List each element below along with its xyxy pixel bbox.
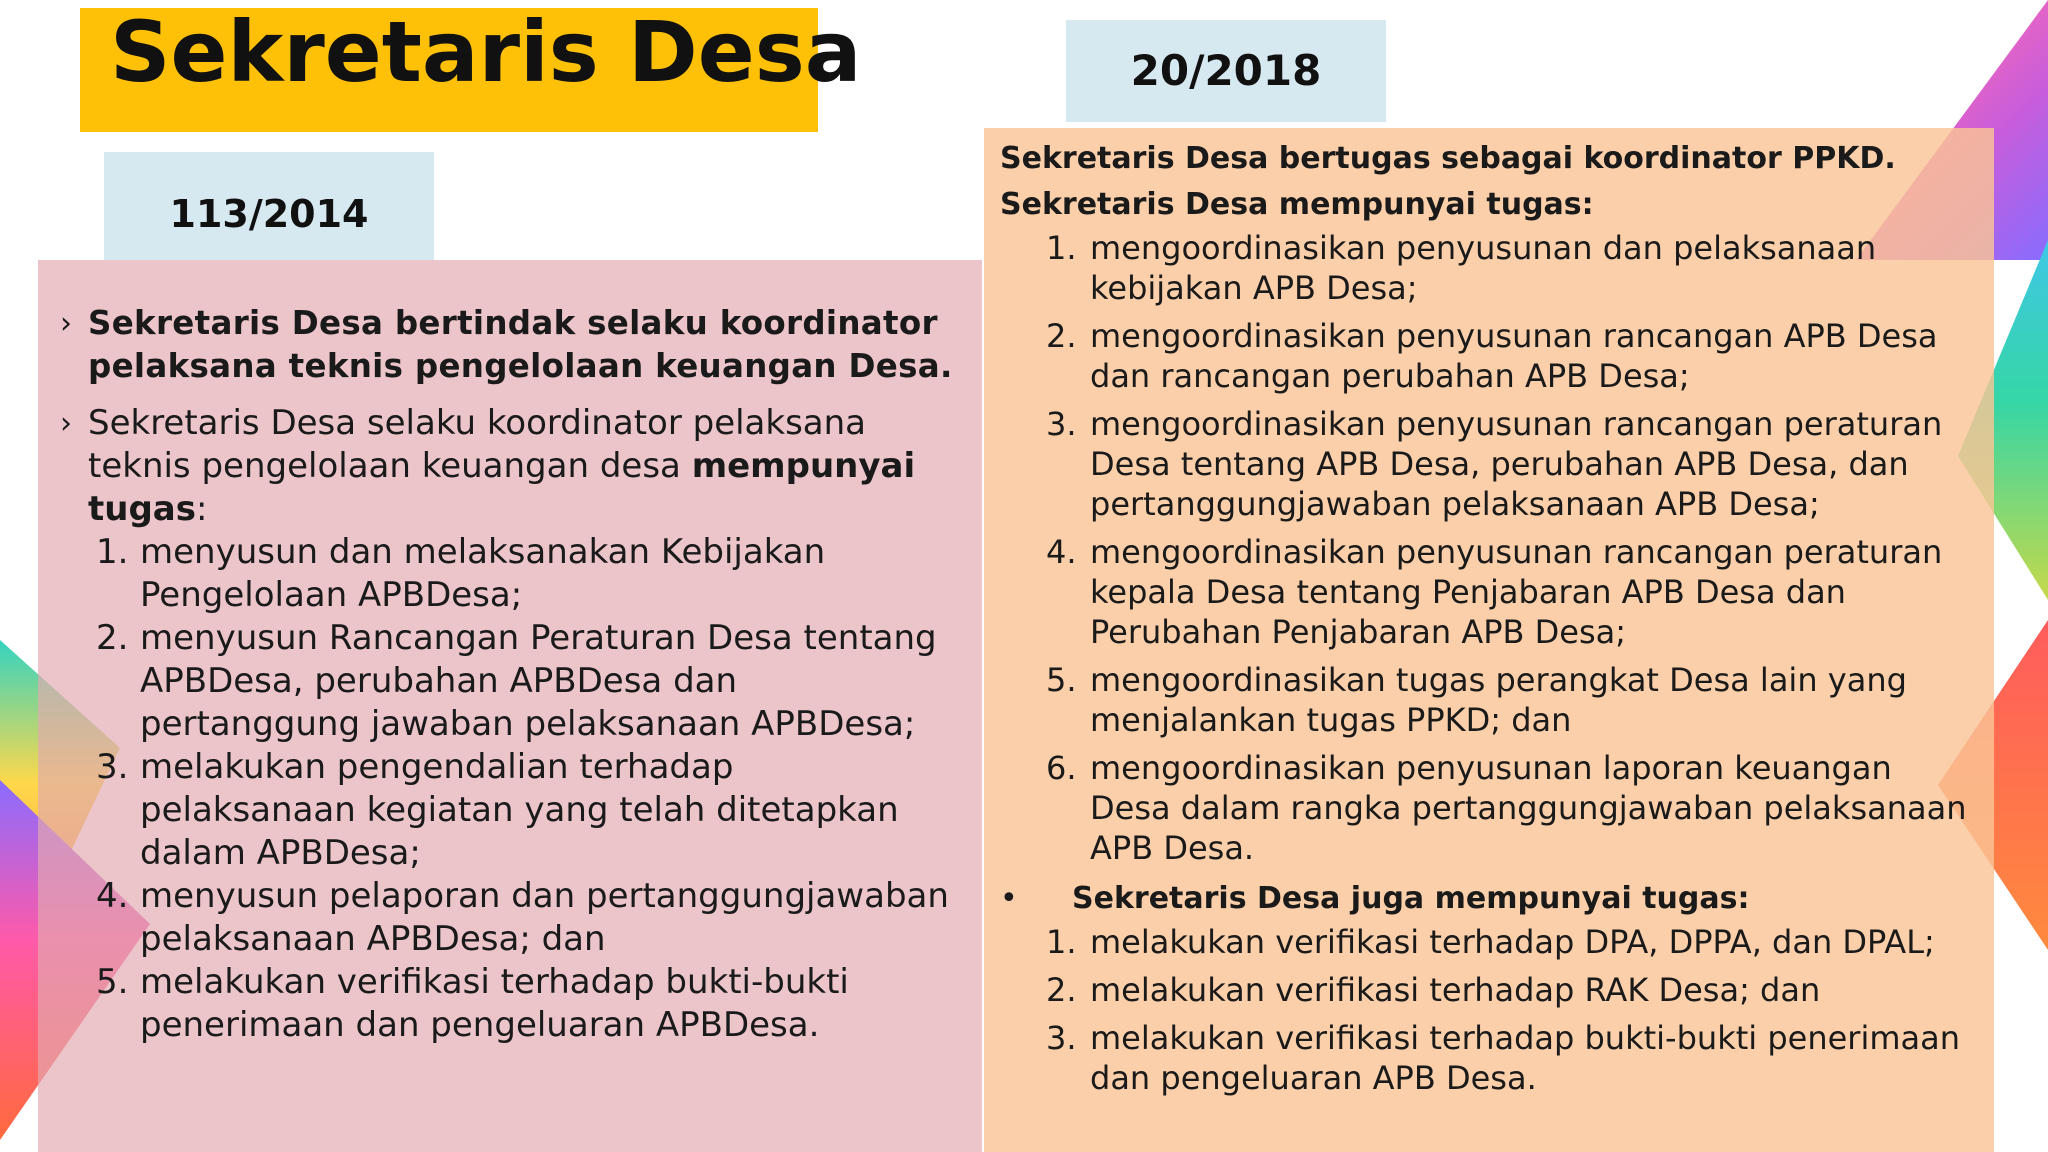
item-text: menyusun pelaporan dan pertanggungjawaban pelaksanaan APBDesa; dan [140,876,949,959]
additional-duties-list [1000,922,1974,1098]
list-item [96,617,958,746]
regulation-label-right: 20/2018 [1066,20,1386,122]
item-number: 6. [1046,749,1077,787]
item-number: 2. [1046,317,1077,355]
item-number: 2. [96,618,129,658]
item-text: melakukan verifikasi terhadap DPA, DPPA, dan DPAL; [1090,923,1935,961]
bullet-text-part: Sekretaris Desa selaku koordinator pelaksana teknis pengelolaan keuangan desa [88,403,867,486]
additional-duties-heading: Sekretaris Desa juga mempunyai tugas: [1072,881,1750,916]
item-number: 4. [96,876,129,916]
list-item [1046,532,1974,652]
list-item [1046,1018,1974,1098]
item-text: melakukan verifikasi terhadap bukti-bukti penerimaan dan pengeluaran APB Desa. [1090,1019,1961,1097]
regulation-113-2014-panel [38,260,982,1152]
duties-list [60,531,958,1047]
item-number: 4. [1046,533,1077,571]
item-number: 2. [1046,971,1077,1009]
title-banner [80,3,862,132]
item-text: mengoordinasikan tugas perangkat Desa lain yang menjalankan tugas PPKD; dan [1090,661,1907,739]
item-number: 3. [1046,1019,1077,1057]
list-item [96,531,958,617]
bullet-marker: › [60,406,72,441]
item-text: mengoordinasikan penyusunan dan pelaksanaan kebijakan APB Desa; [1090,229,1877,307]
duties-list [1000,228,1974,868]
bullet-item [1000,876,1974,922]
list-item [1046,404,1974,524]
item-text: mengoordinasikan penyusunan rancangan peraturan Desa tentang APB Desa, perubahan APB Desa, dan pertanggungjawaban pelaksanaan APB Desa; [1090,405,1943,523]
list-item [1046,922,1974,962]
bullet-text-bold: mempunyai tugas [88,446,916,529]
bullet-marker: › [60,306,72,341]
item-number: 5. [1046,661,1077,699]
item-number: 1. [1046,923,1077,961]
bullet-text [88,402,958,531]
bullet-marker: • [1000,881,1018,916]
item-number: 3. [96,747,129,787]
item-text: menyusun Rancangan Peraturan Desa tentang APBDesa, perubahan APBDesa dan pertanggung jawaban pelaksanaan APBDesa; [140,618,937,744]
item-text: mengoordinasikan penyusunan rancangan APB Desa dan rancangan perubahan APB Desa; [1090,317,1938,395]
coordinator-statement: Sekretaris Desa bertugas sebagai koordinator PPKD. [1000,141,1896,176]
regulation-label-left: 113/2014 [104,152,434,260]
item-text: mengoordinasikan penyusunan laporan keuangan Desa dalam rangka pertanggungjawaban pelaksanaan APB Desa. [1090,749,1967,867]
item-text: mengoordinasikan penyusunan rancangan peraturan kepala Desa tentang Penjabaran APB Desa dan Perubahan Penjabaran APB Desa; [1090,533,1943,651]
list-item [96,875,958,961]
item-number: 1. [96,532,129,572]
duties-heading: Sekretaris Desa mempunyai tugas: [1000,187,1594,222]
bullet-text: Sekretaris Desa bertindak selaku koordinator pelaksana teknis pengelolaan keuangan Desa. [88,304,953,385]
list-item [96,746,958,875]
item-text: melakukan verifikasi terhadap bukti-bukti penerimaan dan pengeluaran APBDesa. [140,962,849,1045]
list-item [1046,970,1974,1010]
list-item [96,961,958,1047]
item-text: melakukan pengendalian terhadap pelaksanaan kegiatan yang telah ditetapkan dalam APBDesa; [140,747,899,873]
list-item [1046,748,1974,868]
item-text: menyusun dan melaksanakan Kebijakan Pengelolaan APBDesa; [140,532,826,615]
list-item [1046,660,1974,740]
regulation-20-2018-panel [984,128,1994,1152]
page-title: Sekretaris Desa [110,3,862,101]
bullet-item [60,302,958,388]
item-number: 3. [1046,405,1077,443]
bullet-item [60,402,958,531]
item-number: 5. [96,962,129,1002]
item-number: 1. [1046,229,1077,267]
bullet-text-part: : [195,489,208,529]
item-text: melakukan verifikasi terhadap RAK Desa; dan [1090,971,1821,1009]
list-item [1046,316,1974,396]
list-item [1046,228,1974,308]
